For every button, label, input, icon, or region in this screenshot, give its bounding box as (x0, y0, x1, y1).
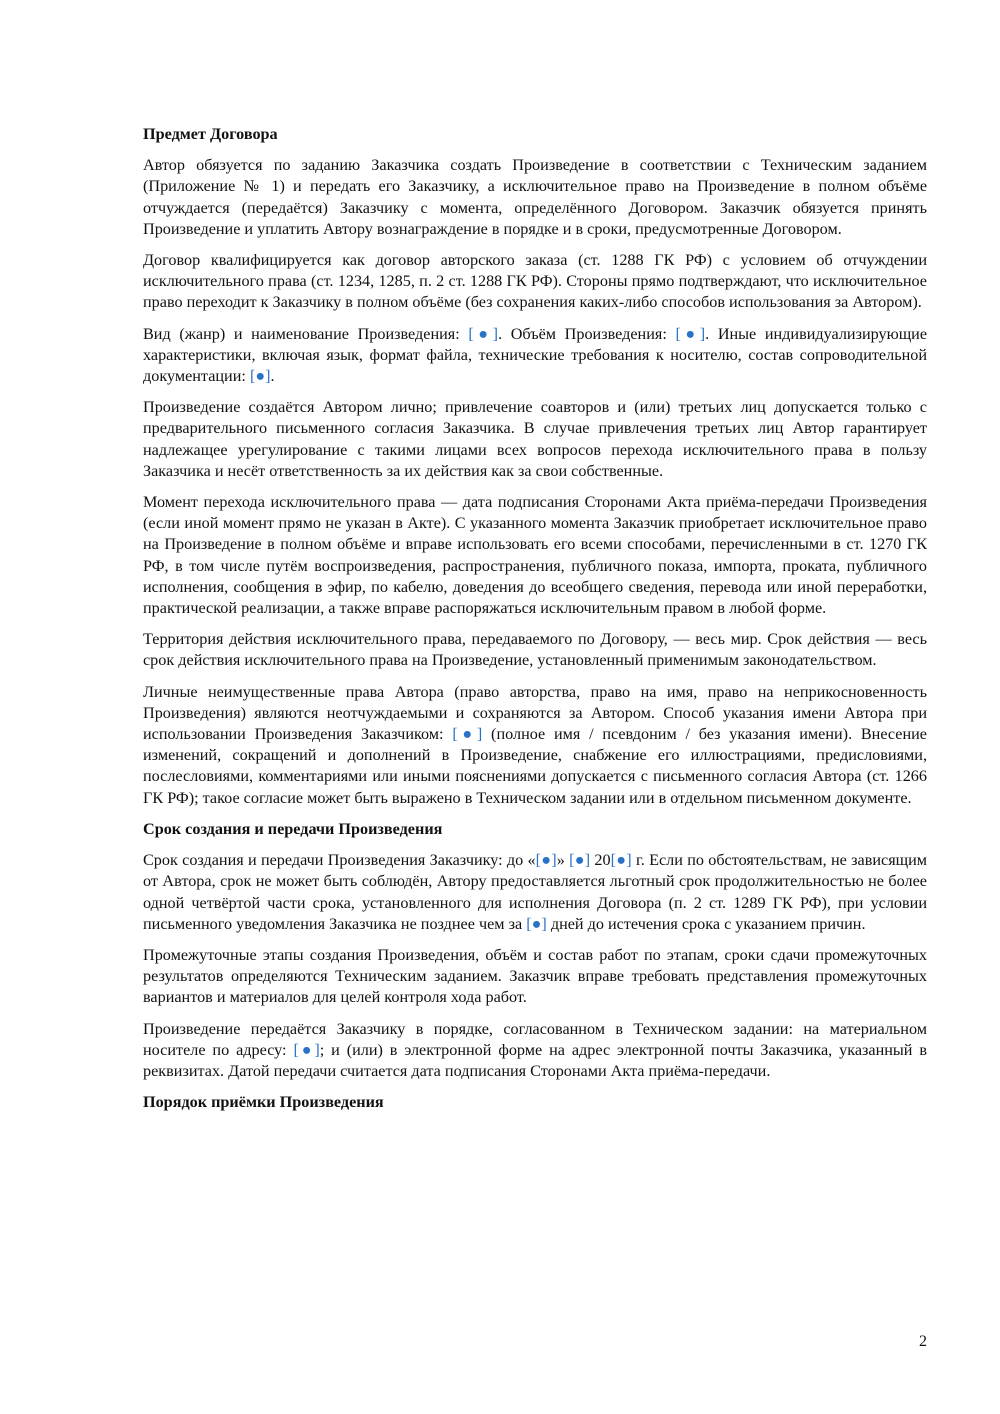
placeholder-field[interactable]: [●] (569, 851, 591, 870)
paragraph-intermediate-stages: Промежуточные этапы создания Произведения, объём и состав работ по этапам, сроки сдачи промежуточных результатов определяются Техническим заданием. Заказчик вправе требовать представления промежуточных вариантов и материалов для целей контроля хода работ. (143, 945, 927, 1007)
paragraph-moral-rights: Личные неимущественные права Автора (право авторства, право на имя, право на неприкосновенность Произведения) являются неотчуждаемыми и сохраняются за Автором. Способ указания имени Автора при использовании Произведения Заказчиком: [●] (полное имя / псевдоним / без указания имени). Внесение изменений, сокращений и дополнений в Произведение, снабжение его иллюстрациями, предисловиями, послесловиями, комментариями или иными пояснениями допускается с письменного согласия Автора (ст. 1266 ГК РФ); такое согласие может быть выражено в Техническом задании или в отдельном письменном документе. (143, 682, 927, 807)
section-title-subject: Предмет Договора (143, 125, 278, 143)
document-body (143, 124, 927, 1123)
paragraph-rights-transfer-moment: Момент перехода исключительного права — дата подписания Сторонами Акта приёма-передачи Произведения (если иной момент прямо не указан в Акте). С указанного момента Заказчик приобретает исключительное право на Произведение в полном объёме и вправе использовать его всеми способами, перечисленными в ст. 1270 ГК РФ, в том числе путём воспроизведения, распространения, публичного показа, импорта, проката, публичного исполнения, сообщения в эфир, по кабелю, доведения до всеобщего сведения, перевода или иной переработки, практической реализации, а также вправе распоряжаться исключительным правом в любой форме. (143, 493, 927, 618)
placeholder-field[interactable]: [●] (452, 725, 483, 744)
paragraph-subject-obligations: Автор обязуется по заданию Заказчика создать Произведение в соответствии с Техническим заданием (Приложение № 1) и передать его Заказчику, а исключительное право на Произведение в полном объёме отчуждается (передаётся) Заказчику с момента, определённого Договором. Заказчик обязуется принять Произведение и уплатить Автору вознаграждение в порядке и в сроки, предусмотренные Договором. (143, 156, 927, 238)
paragraph-transfer-method: Произведение передаётся Заказчику в порядке, согласованном в Техническом задании: на материальном носителе по адресу: [●]; и (или) в электронной форме на адрес электронной почты Заказчика, указанный в реквизитах. Датой передачи считается дата подписания Сторонами Акта приёма-передачи. (143, 1019, 927, 1080)
paragraph-work-characteristics: Вид (жанр) и наименование Произведения: [●]. Объём Произведения: [●]. Иные индивидуализирующие характеристики, включая язык, формат файла, технические требования к носителю, состав сопроводительной документации: [●]. (143, 324, 928, 386)
paragraph-delivery-deadline: Срок создания и передачи Произведения Заказчику: до «[●]» [●] 20[●] г. Если по обстоятельствам, не зависящим от Автора, срок не может быть соблюдён, Автору предоставляется льготный срок продолжительностью не более одной четвёртой части срока, установленного для исполнения Договора (п. 2 ст. 1289 ГК РФ), при условии письменного уведомления Заказчика не позднее чем за [●] дней до истечения срока с указанием причин. (143, 851, 928, 933)
placeholder-field[interactable]: [●] (675, 324, 706, 343)
section-title-term: Срок создания и передачи Произведения (143, 819, 443, 838)
section-title-acceptance: Порядок приёмки Произведения (143, 1093, 384, 1112)
paragraph-contract-qualification: Договор квалифицируется как договор авторского заказа (ст. 1288 ГК РФ) с условием об отчуждении исключительного права (ст. 1234, 1285, п. 2 ст. 1288 ГК РФ). Стороны прямо подтверждают, что исключительное право переходит к Заказчику в полном объёме (без сохранения каких-либо способов использования за Автором). (143, 251, 927, 312)
paragraph-territory-term: Территория действия исключительного права, передаваемого по Договору, — весь мир. Срок действия — весь срок действия исключительного права на Произведение, установленный применимым законодательством. (143, 630, 927, 670)
page-number: 2 (919, 1333, 927, 1350)
placeholder-field[interactable]: [●] (293, 1040, 320, 1059)
placeholder-field[interactable]: [●] (249, 367, 271, 386)
placeholder-field[interactable]: [●] (610, 851, 632, 870)
paragraph-personal-creation: Произведение создаётся Автором лично; привлечение соавторов и (или) третьих лиц допускается только с предварительного письменного согласия Заказчика. В случае привлечения третьих лиц Автор гарантирует надлежащее урегулирование с такими лицами всех вопросов перехода исключительного права в пользу Заказчика и несёт ответственность за их действия как за свои собственные. (143, 398, 927, 480)
placeholder-field[interactable]: [●] (526, 914, 547, 933)
placeholder-field[interactable]: [●] (468, 324, 499, 343)
placeholder-field[interactable]: [●] (535, 851, 557, 870)
